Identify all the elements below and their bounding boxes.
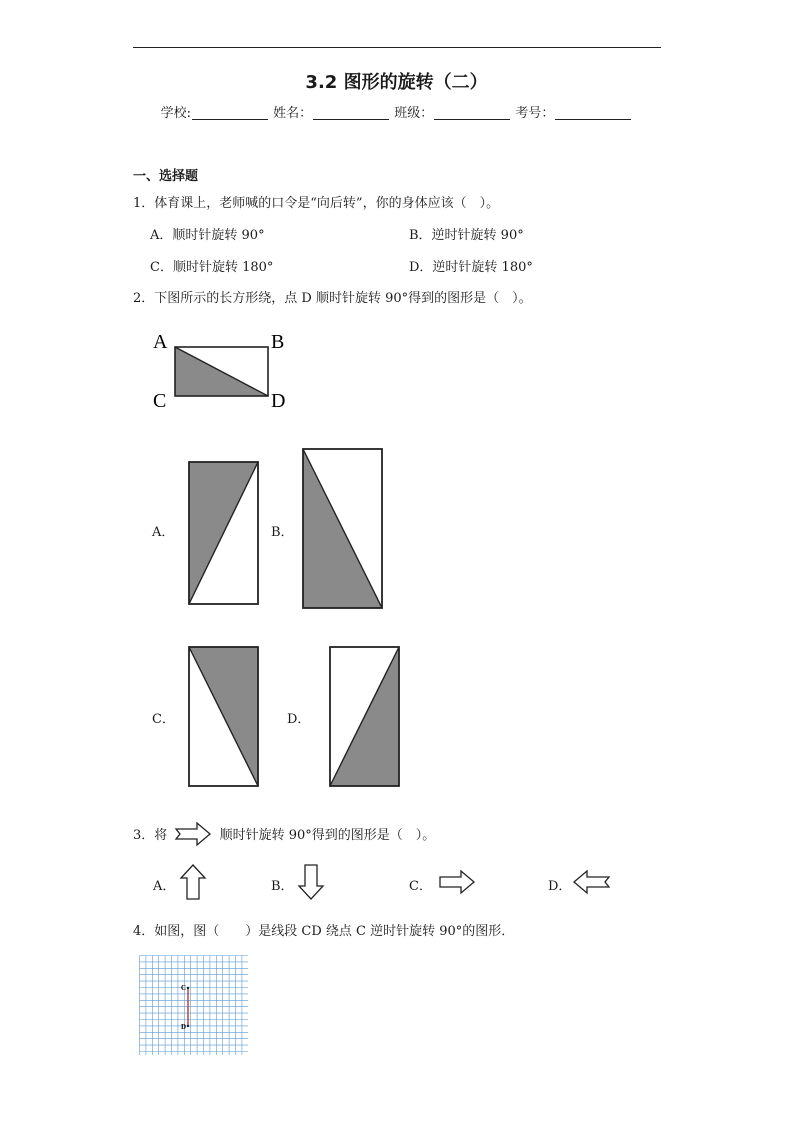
section-title: 一、选择题 (133, 169, 199, 184)
question-2-option-c-figure[interactable] (188, 646, 260, 788)
question-3-text-after: 顺时针旋转 90°得到的图形是（ ）。 (219, 828, 436, 843)
vertex-label-b: B (271, 331, 285, 353)
square-grid-figure (139, 955, 249, 1057)
question-3-option-c-label[interactable]: C． (409, 879, 432, 894)
left-arrow-icon[interactable] (573, 870, 611, 894)
name-field[interactable] (313, 105, 389, 120)
question-3-text (133, 822, 435, 846)
right-arrow-icon (175, 822, 211, 846)
page-title: 3.2 图形的旋转（二） (305, 72, 488, 93)
question-2-option-a-figure[interactable] (188, 461, 260, 606)
question-1-option-a[interactable]: A．顺时针旋转 90° (150, 228, 265, 243)
school-field[interactable] (192, 105, 268, 120)
down-arrow-icon[interactable] (298, 864, 324, 900)
point-c-label: C (181, 984, 187, 992)
vertex-label-d: D (271, 390, 286, 412)
vertex-label-c: C (153, 390, 167, 412)
question-2-option-d-figure[interactable] (329, 646, 401, 788)
top-rule (133, 47, 661, 48)
point-d (187, 1025, 189, 1027)
grid-lines (140, 956, 249, 1056)
point-c (187, 987, 189, 989)
question-3-option-b-label[interactable]: B． (271, 879, 294, 894)
question-1-option-d[interactable]: D．逆时针旋转 180° (409, 260, 533, 275)
school-label: 学校: (160, 106, 191, 121)
up-arrow-icon[interactable] (180, 864, 206, 900)
name-label: 姓名： (273, 106, 313, 121)
point-d-label: D (181, 1023, 187, 1031)
question-2-option-c-label[interactable]: C． (152, 712, 175, 727)
question-3-text-before: 3．将 (133, 828, 168, 843)
class-field[interactable] (434, 105, 510, 120)
exam-number-field[interactable] (555, 105, 631, 120)
question-1-option-b[interactable]: B．逆时针旋转 90° (409, 228, 524, 243)
right-arrow-option-icon[interactable] (439, 870, 475, 894)
question-2-option-b-label[interactable]: B． (271, 525, 294, 540)
question-2-option-a-label[interactable]: A． (152, 525, 175, 540)
exam-number-label: 考号： (515, 106, 555, 121)
student-info-row (0, 102, 793, 121)
question-2-option-b-figure[interactable] (302, 448, 384, 610)
vertex-label-a: A (153, 331, 168, 353)
question-1-text: 1．体育课上，老师喊的口令是“向后转”，你的身体应该（ ）。 (133, 196, 500, 211)
class-label: 班级： (394, 106, 434, 121)
question-1-option-c[interactable]: C．顺时针旋转 180° (150, 260, 274, 275)
question-2-option-d-label[interactable]: D． (287, 712, 311, 727)
question-4-text: 4．如图，图（ ）是线段 CD 绕点 C 逆时针旋转 90°的图形． (133, 924, 515, 939)
original-rectangle-figure (150, 325, 300, 420)
question-3-option-a-label[interactable]: A． (153, 879, 176, 894)
question-2-text: 2．下图所示的长方形绕，点 D 顺时针旋转 90°得到的图形是（ ）。 (133, 291, 532, 306)
question-3-option-d-label[interactable]: D． (548, 879, 572, 894)
